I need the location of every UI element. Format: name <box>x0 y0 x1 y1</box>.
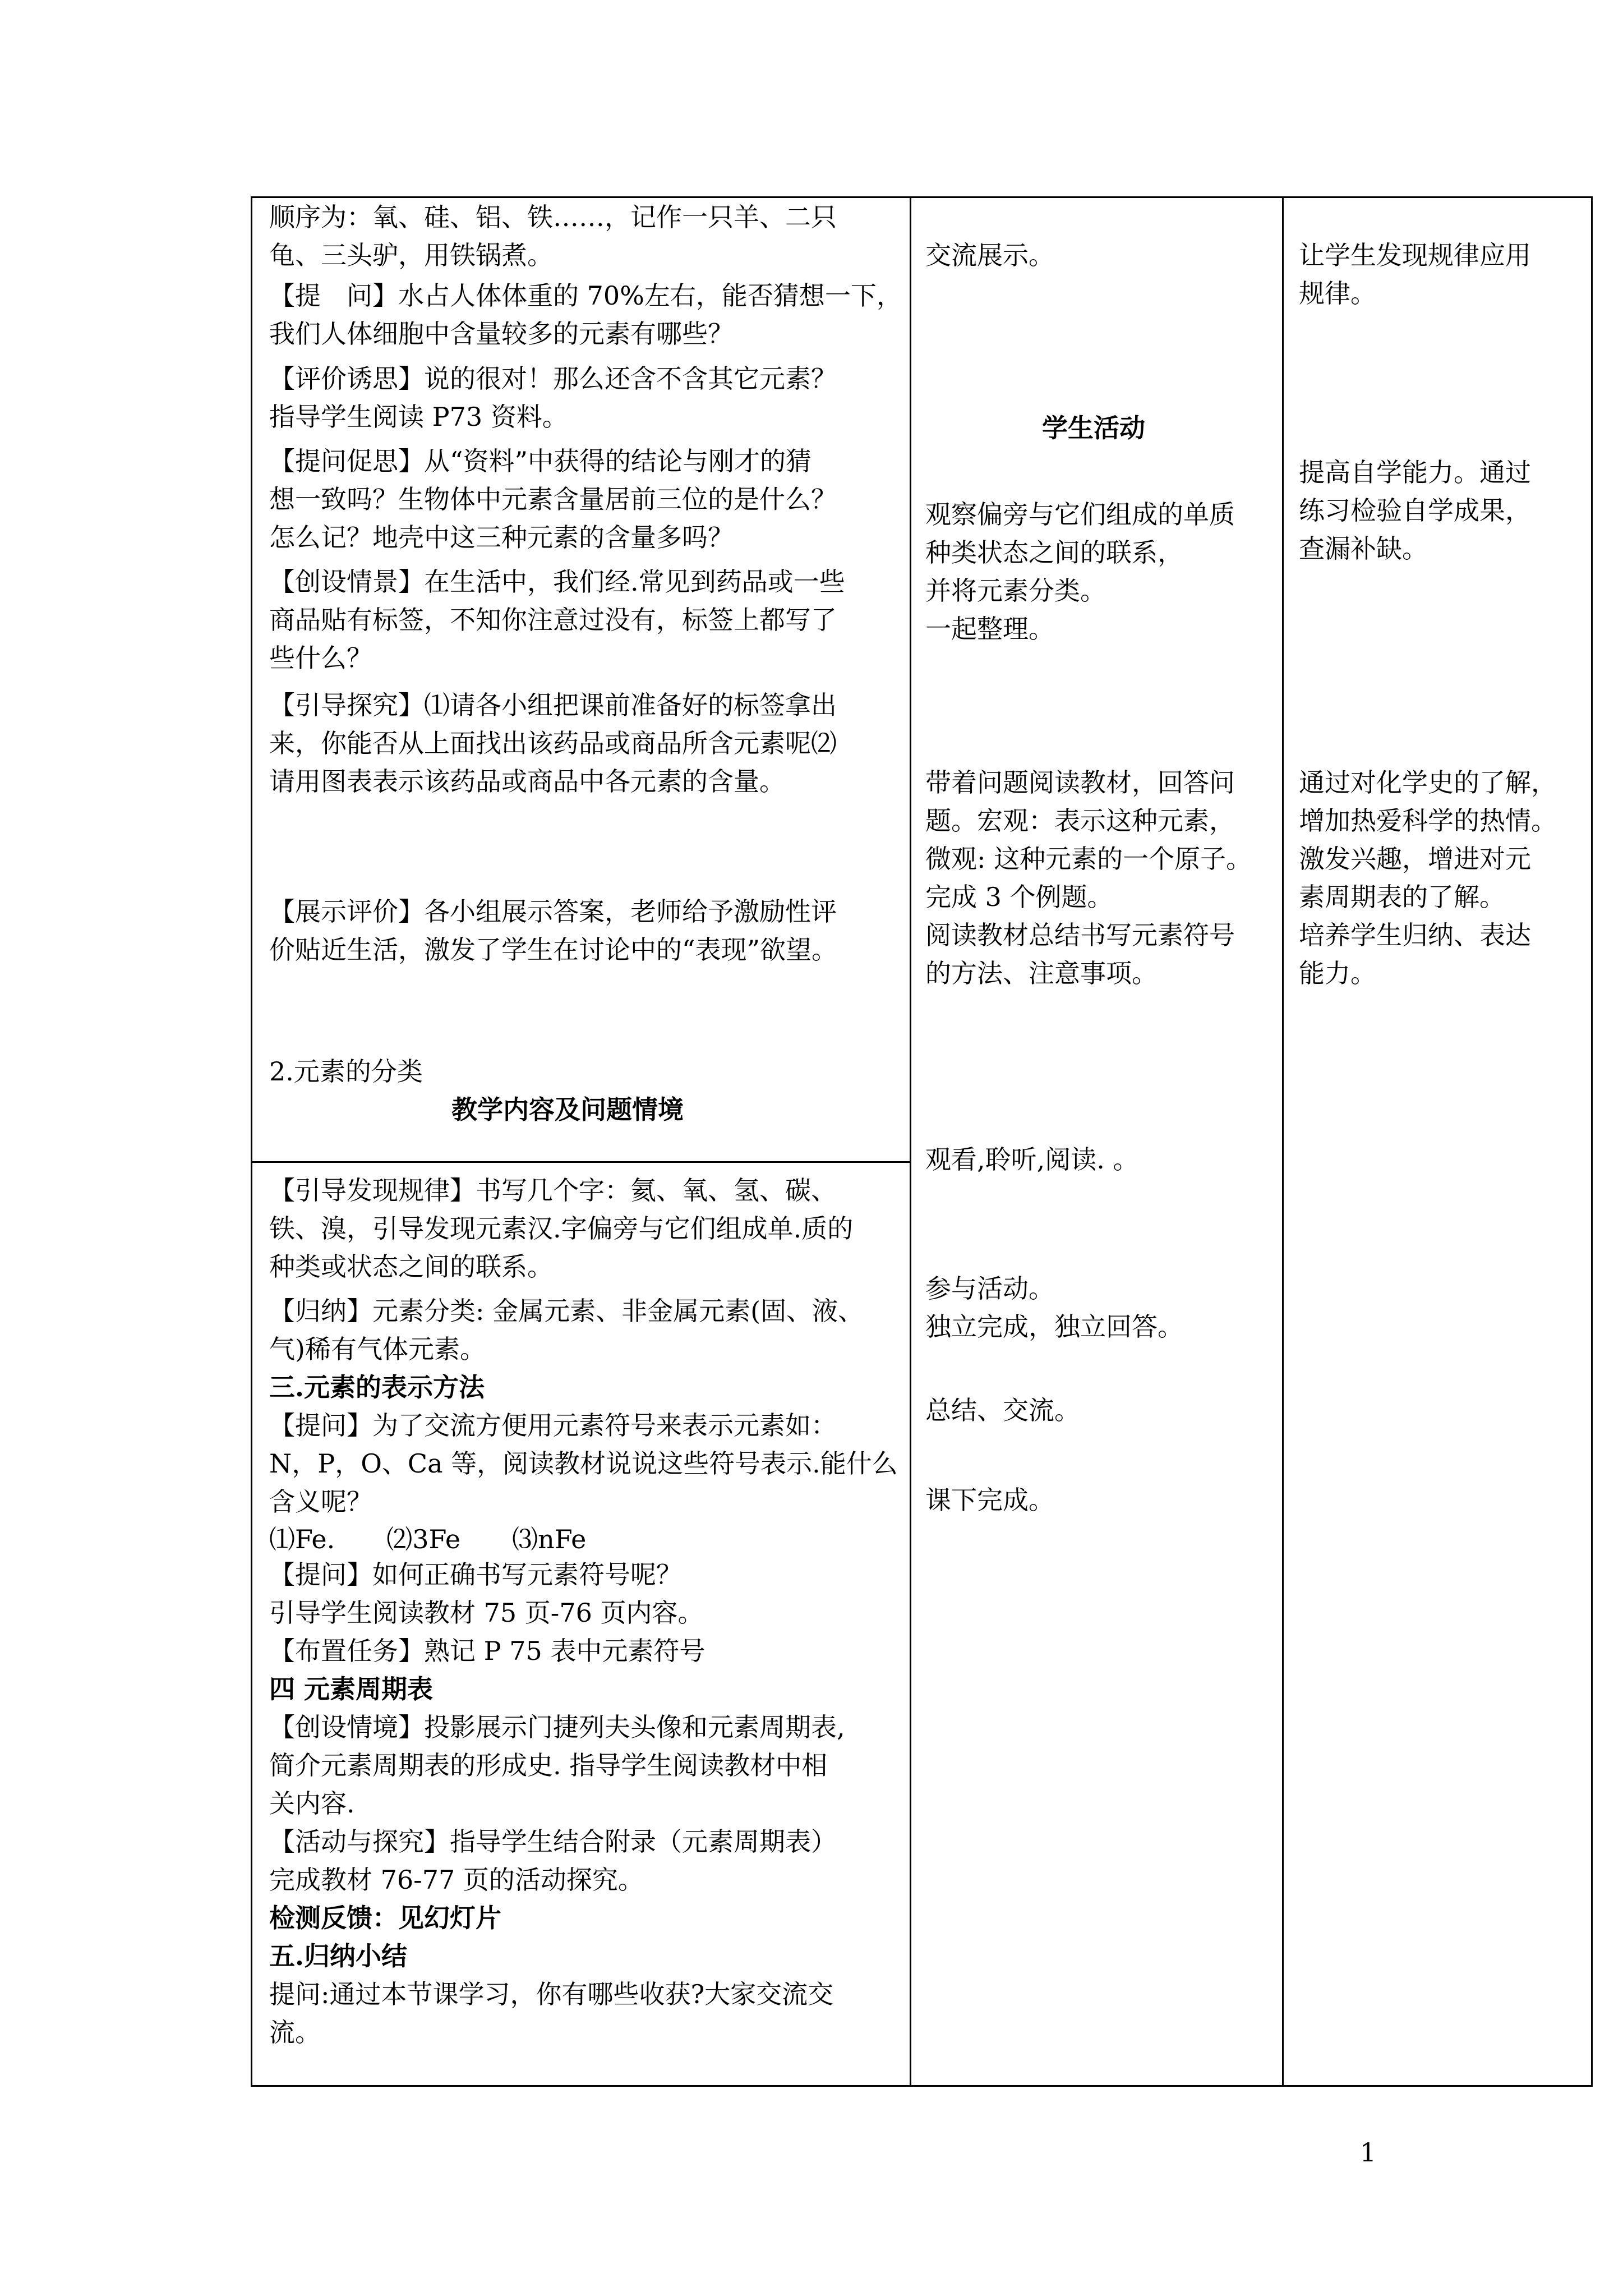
paragraph: 铁、溴，引导发现元素汉.字偏旁与它们组成单.质的 <box>269 1213 854 1244</box>
intent-text: 激发兴趣，增进对元 <box>1299 844 1531 874</box>
paragraph: 流。 <box>269 2017 321 2047</box>
paragraph: 顺序为：氧、硅、铝、铁……，记作一只羊、二只 <box>269 202 837 232</box>
paragraph: 来，你能否从上面找出该药品或商品所含元素呢⑵ <box>269 728 837 758</box>
page-number: 1 <box>1359 2137 1376 2168</box>
paragraph: 完成教材 76-77 页的活动探究。 <box>269 1865 644 1895</box>
column-header: 教学内容及问题情境 <box>451 1094 684 1125</box>
paragraph: 我们人体细胞中含量较多的元素有哪些？ <box>269 319 734 349</box>
paragraph: 含义呢？ <box>269 1487 372 1517</box>
paragraph: 【提问】如何正确书写元素符号呢？ <box>269 1559 682 1590</box>
section-heading: 五.归纳小结 <box>269 1941 408 1971</box>
intent-text: 规律。 <box>1299 278 1376 309</box>
activity-text: 观看,聆听,阅读. 。 <box>925 1144 1139 1175</box>
activity-text: 并将元素分类。 <box>925 576 1106 606</box>
activity-text: 一起整理。 <box>925 614 1054 644</box>
intent-text: 提高自学能力。通过 <box>1299 457 1531 487</box>
activity-text: 总结、交流。 <box>925 1395 1080 1425</box>
section-heading: 四 元素周期表 <box>269 1674 434 1704</box>
activity-text: 独立完成，独立回答。 <box>925 1312 1183 1342</box>
activity-text: 带着问题阅读教材，回答问 <box>925 767 1235 798</box>
activity-text: 阅读教材总结书写元素符号 <box>925 920 1235 950</box>
paragraph: 想一致吗？生物体中元素含量居前三位的是什么？ <box>269 484 837 514</box>
paragraph: 【引导探究】⑴请各小组把课前准备好的标签拿出 <box>269 690 837 720</box>
activity-text: 的方法、注意事项。 <box>925 958 1158 988</box>
lesson-table <box>251 196 1593 2087</box>
intent-text: 培养学生归纳、表达 <box>1299 920 1531 950</box>
paragraph: 龟、三头驴，用铁锅煮。 <box>269 240 553 270</box>
paragraph: 关内容. <box>269 1788 355 1819</box>
activity-text: 种类状态之间的联系， <box>925 537 1183 568</box>
paragraph: 些什么？ <box>269 643 372 673</box>
intent-text: 素周期表的了解。 <box>1299 882 1505 912</box>
intent-text: 查漏补缺。 <box>1299 533 1428 564</box>
paragraph: 引导学生阅读教材 75 页-76 页内容。 <box>269 1598 704 1628</box>
activity-text: 交流展示。 <box>925 240 1054 270</box>
paragraph: 请用图表表示该药品或商品中各元素的含量。 <box>269 766 785 797</box>
column-divider <box>910 198 911 2085</box>
paragraph: 怎么记？地壳中这三种元素的含量多吗？ <box>269 522 734 553</box>
paragraph: 【展示评价】各小组展示答案，老师给予激励性评 <box>269 896 837 927</box>
paragraph: 【创设情景】在生活中，我们经.常见到药品或一些 <box>269 567 845 597</box>
paragraph: 【提 问】水占人体体重的 70%左右，能否猜想一下， <box>269 280 902 311</box>
row-divider <box>252 1161 910 1163</box>
activity-text: 课下完成。 <box>925 1485 1054 1515</box>
paragraph: 【引导发现规律】书写几个字：氦、氧、氢、碳、 <box>269 1175 837 1205</box>
paragraph: 气)稀有气体元素。 <box>269 1334 486 1364</box>
column-header: 学生活动 <box>1042 413 1145 443</box>
paragraph: 指导学生阅读 P73 资料。 <box>269 402 568 432</box>
paragraph: 价贴近生活，激发了学生在讨论中的“表现”欲望。 <box>269 935 838 965</box>
intent-text: 让学生发现规律应用 <box>1299 240 1531 270</box>
example-list: ⑴Fe. ⑵3Fe ⑶nFe <box>269 1524 587 1554</box>
paragraph: 【提问】为了交流方便用元素符号来表示元素如： <box>269 1410 837 1441</box>
section-heading: 检测反馈：见幻灯片 <box>269 1903 501 1933</box>
intent-text: 能力。 <box>1299 958 1376 988</box>
paragraph: 商品贴有标签，不知你注意过没有，标签上都写了 <box>269 605 837 635</box>
activity-text: 微观: 这种元素的一个原子。 <box>925 844 1252 874</box>
paragraph: 简介元素周期表的形成史. 指导学生阅读教材中相 <box>269 1750 828 1780</box>
section-heading: 2.元素的分类 <box>269 1056 423 1087</box>
column-divider <box>1282 198 1284 2085</box>
paragraph: 种类或状态之间的联系。 <box>269 1251 553 1282</box>
intent-text: 通过对化学史的了解， <box>1299 767 1557 798</box>
section-heading: 三.元素的表示方法 <box>269 1372 485 1402</box>
paragraph: 提问:通过本节课学习，你有哪些收获?大家交流交 <box>269 1979 834 2009</box>
activity-text: 完成 3 个例题。 <box>925 882 1113 912</box>
intent-text: 增加热爱科学的热情。 <box>1299 806 1557 836</box>
paragraph: 【提问促思】从“资料”中获得的结论与刚才的猜 <box>269 446 812 476</box>
paragraph: 【评价诱思】说的很对！那么还含不含其它元素？ <box>269 364 837 394</box>
paragraph: 【创设情境】投影展示门捷列夫头像和元素周期表, <box>269 1712 845 1742</box>
paragraph: 【归纳】元素分类: 金属元素、非金属元素(固、液、 <box>269 1296 864 1326</box>
paragraph: N，P，O、Ca 等，阅读教材说说这些符号表示.能什么 <box>269 1448 898 1479</box>
paragraph: 【活动与探究】指导学生结合附录（元素周期表） <box>269 1826 837 1857</box>
intent-text: 练习检验自学成果， <box>1299 495 1531 526</box>
paragraph: 【布置任务】熟记 P 75 表中元素符号 <box>269 1636 706 1666</box>
activity-text: 题。宏观：表示这种元素， <box>925 806 1235 836</box>
activity-text: 参与活动。 <box>925 1273 1054 1304</box>
activity-text: 观察偏旁与它们组成的单质 <box>925 499 1235 530</box>
